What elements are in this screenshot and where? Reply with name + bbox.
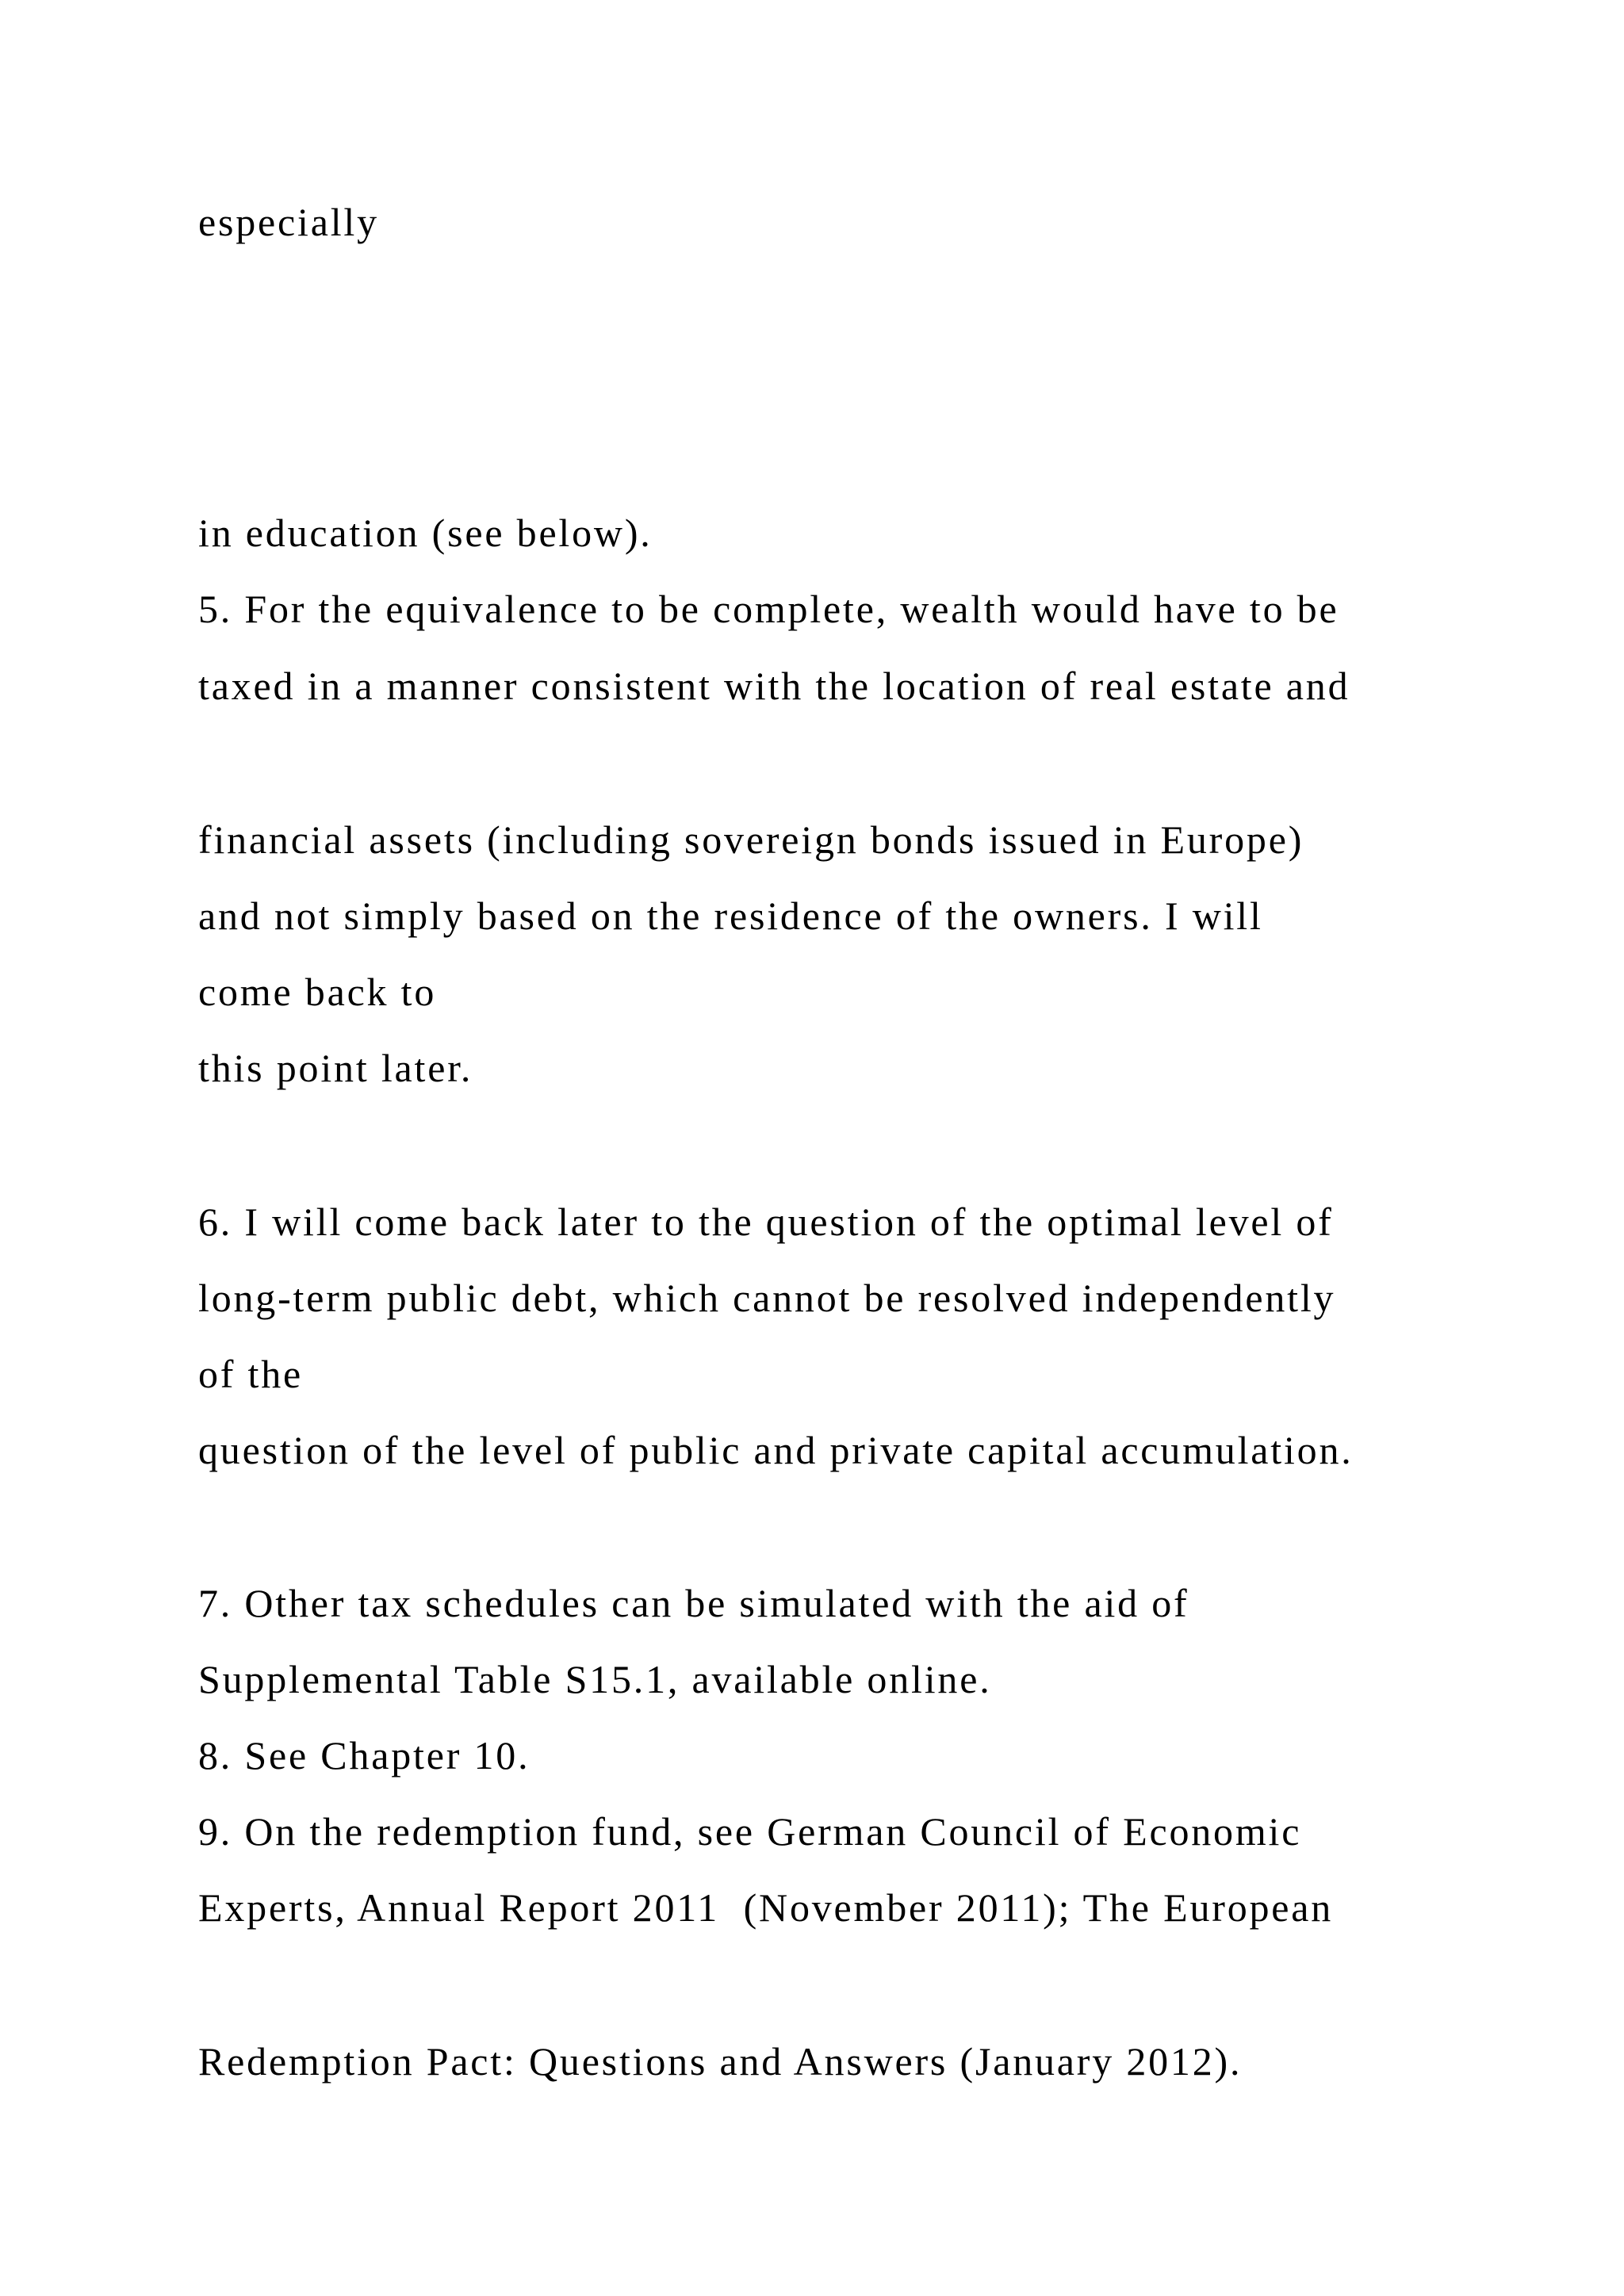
footnote-5: 5. For the equivalence to be complete, wealth would have to be	[198, 587, 1339, 631]
footnote-9: 9. On the redemption fund, see German Council of Economic	[198, 1809, 1302, 1854]
text-line: Supplemental Table S15.1, available online.	[198, 1657, 992, 1701]
text-line: Experts, Annual Report 2011 (November 2011); The European	[198, 1885, 1334, 1930]
text-line: especially	[198, 200, 379, 244]
text-line: of the	[198, 1352, 304, 1396]
text-line: long-term public debt, which cannot be resolved independently	[198, 1276, 1336, 1320]
text-line: this point later.	[198, 1046, 473, 1090]
text-line: in education (see below).	[198, 511, 653, 555]
text-line: Redemption Pact: Questions and Answers (January 2012).	[198, 2039, 1243, 2084]
text-line: taxed in a manner consistent with the location of real estate and	[198, 664, 1350, 708]
text-line: question of the level of public and private capital accumulation.	[198, 1428, 1354, 1472]
text-line: and not simply based on the residence of the owners. I will	[198, 894, 1263, 938]
footnote-6: 6. I will come back later to the question of the optimal level of	[198, 1200, 1334, 1244]
footnote-7: 7. Other tax schedules can be simulated with the aid of	[198, 1581, 1189, 1625]
text-line: financial assets (including sovereign bonds issued in Europe)	[198, 817, 1304, 862]
footnote-8: 8. See Chapter 10.	[198, 1733, 530, 1777]
text-line: come back to	[198, 970, 437, 1014]
